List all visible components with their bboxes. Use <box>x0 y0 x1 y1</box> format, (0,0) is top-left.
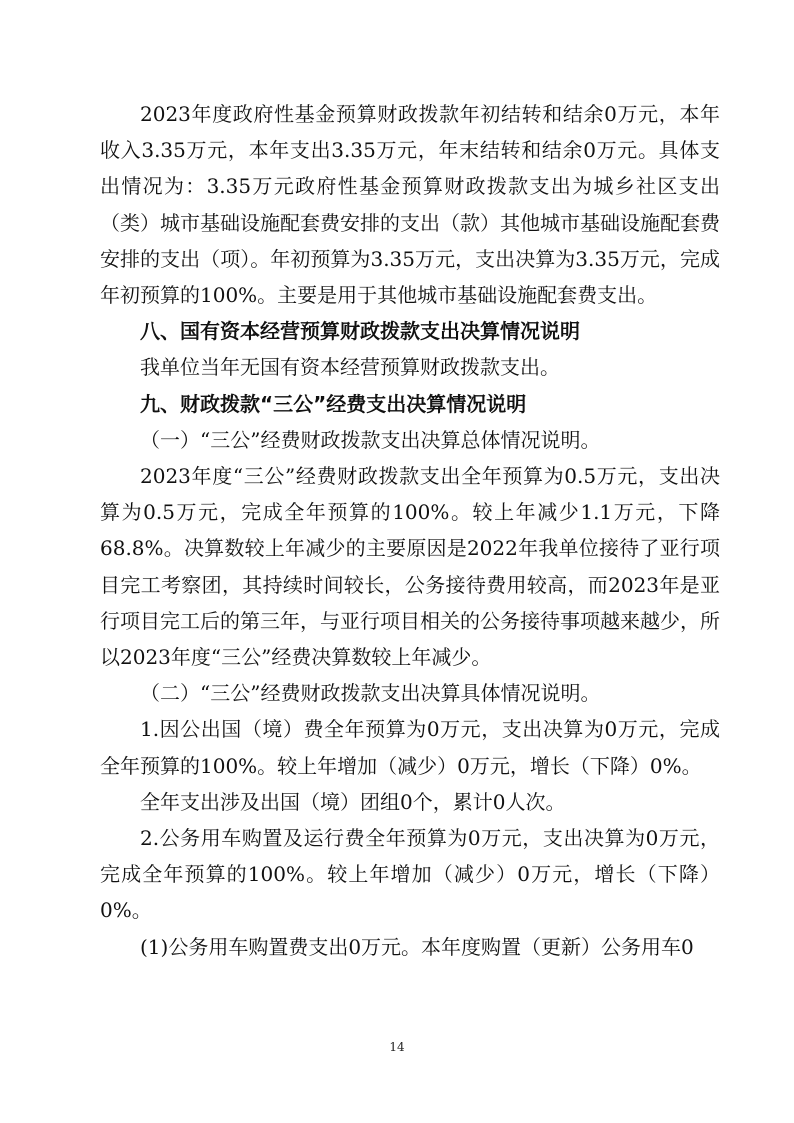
paragraph-overseas-groups: 全年支出涉及出国（境）团组0个，累计0人次。 <box>140 789 566 814</box>
paragraph-vehicle-purchase: (1)公务用车购置费支出0万元。本年度购置（更新）公务用车0 <box>140 934 694 959</box>
document-body <box>100 96 720 965</box>
paragraph-official-vehicles: 2.公务用车购置及运行费全年预算为0万元，支出决算为0万元，完成全年预算的100%。较上年增加（减少）0万元，增长（下降）0%。 <box>100 826 720 923</box>
paragraph-overall-situation: 2023年度“三公”经费财政拨款支出全年预算为0.5万元，支出决算为0.5万元，完成全年预算的100%。较上年减少1.1万元，下降68.8%。决算数较上年减少的主要原因是2022年我单位接待了亚行项目完工考察团，其持续时间较长，公务接待费用较高，而2023年是亚行项目完工后的第三年，与亚行项目相关的公务接待事项越来越少，所以2023年度“三公”经费决算数较上年减少。 <box>100 464 720 670</box>
page-number: 14 <box>389 1040 405 1054</box>
subheading-overall-situation: （一）“三公”经费财政拨款支出决算总体情况说明。 <box>140 427 601 452</box>
paragraph-overseas-travel: 1.因公出国（境）费全年预算为0万元，支出决算为0万元，完成全年预算的100%。较上年增加（减少）0万元，增长（下降）0%。 <box>100 717 720 778</box>
subheading-specific-situation: （二）“三公”经费财政拨款支出决算具体情况说明。 <box>140 681 601 706</box>
heading-three-public-expenses: 九、财政拨款“三公”经费支出决算情况说明 <box>140 391 527 416</box>
heading-state-capital-budget: 八、国有资本经营预算财政拨款支出决算情况说明 <box>140 319 580 344</box>
paragraph-no-state-capital-expense: 我单位当年无国有资本经营预算财政拨款支出。 <box>140 355 560 380</box>
paragraph-gov-fund-budget: 2023年度政府性基金预算财政拨款年初结转和结余0万元，本年收入3.35万元，本年支出3.35万元，年末结转和结余0万元。具体支出情况为：3.35万元政府性基金预算财政拨款支出为城乡社区支出（类）城市基础设施配套费安排的支出（款）其他城市基础设施配套费安排的支出（项）。年初预算为3.35万元，支出决算为3.35万元，完成年初预算的100%。主要是用于其他城市基础设施配套费支出。 <box>100 102 720 308</box>
